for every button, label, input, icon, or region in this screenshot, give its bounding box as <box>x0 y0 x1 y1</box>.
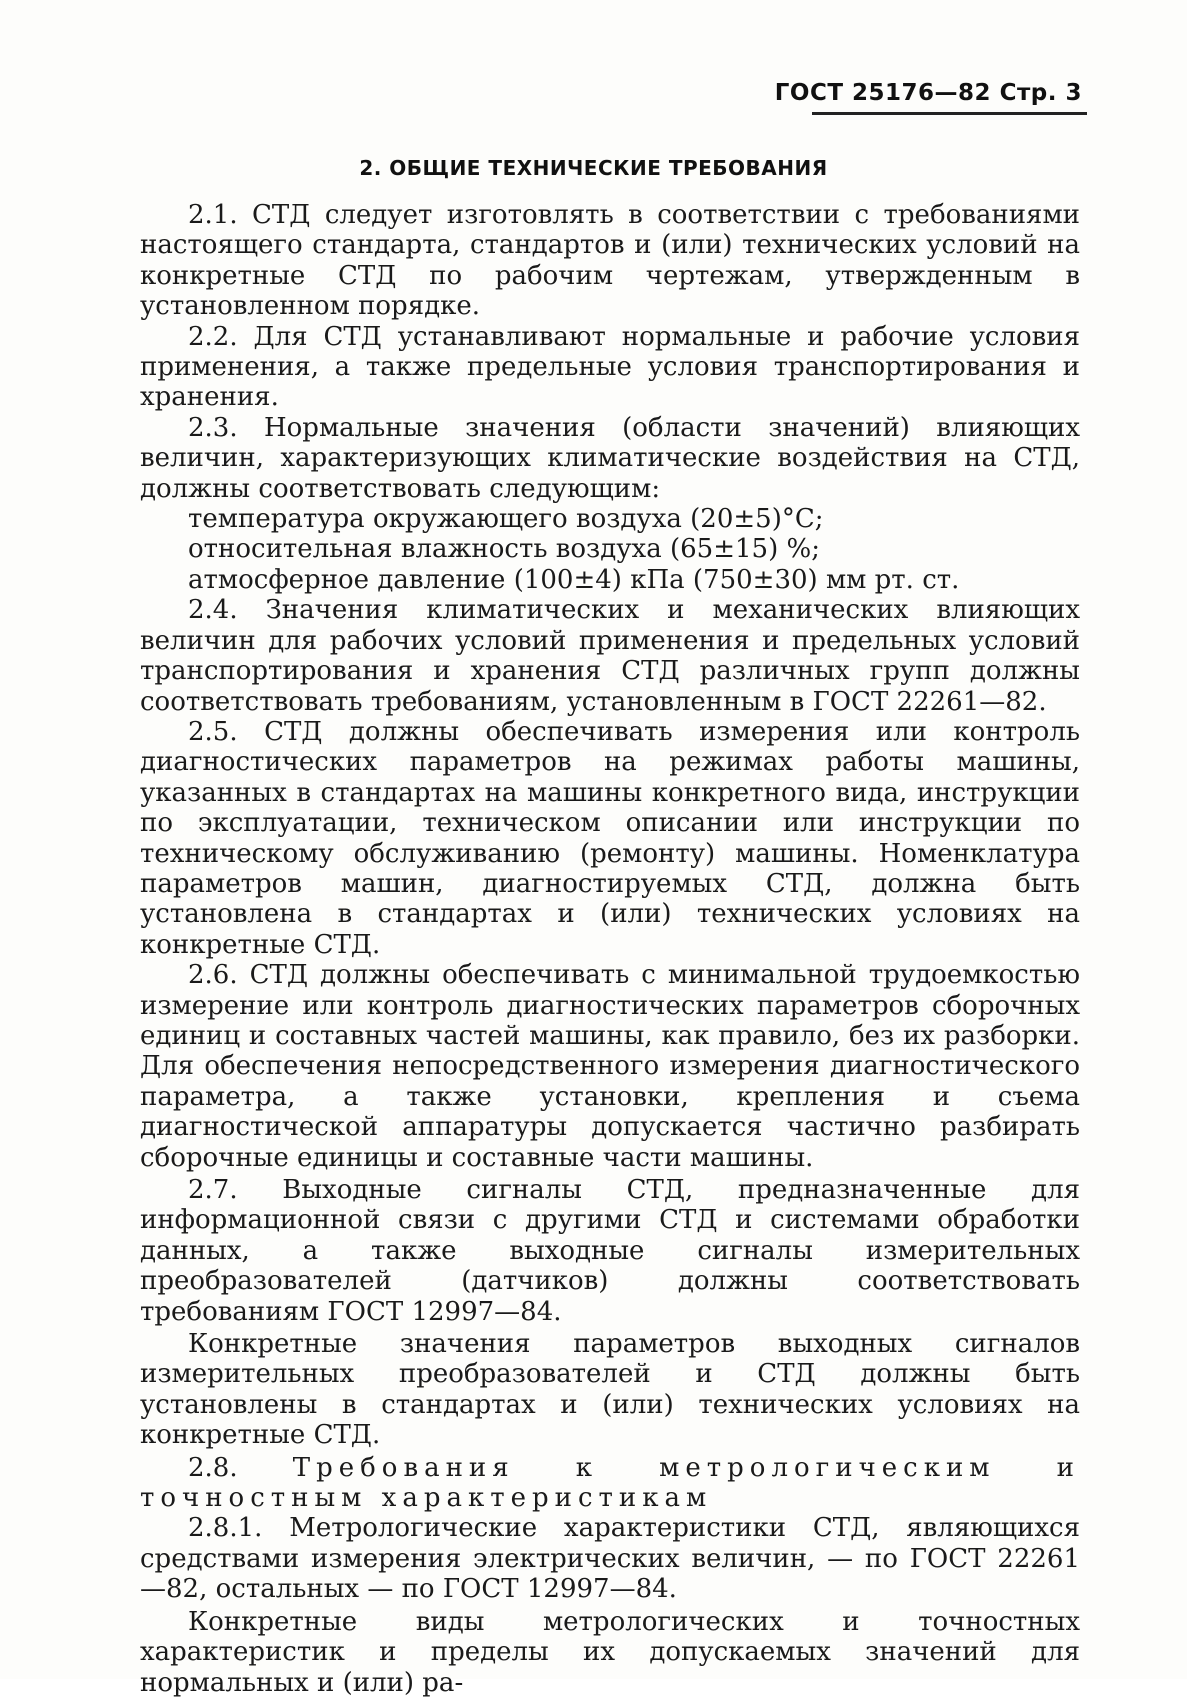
paragraph-2-7-b: Конкретные значения параметров выходных сигналов измерительных преобразователей и СТД должны быть установлены в стандартах и (или) технических условиях на конкретные СТД. <box>140 1329 1080 1451</box>
condition-humidity: относительная влажность воздуха (65±15) %; <box>188 534 820 565</box>
paragraph-2-8-title: Требования к метрологическим и точностным характеристикам <box>140 1452 1080 1514</box>
paragraph-2-6: 2.6. СТД должны обеспечивать с минимальной трудоемкостью измерение или контроль диагностических параметров сборочных единиц и составных частей машины, как правило, без их разборки. Для обеспечения непосредственного измерения диагностического параметра, а также установки, крепления и съема диагностической аппаратуры допускается частично разбирать сборочные единицы и составные части машины. <box>140 960 1080 1173</box>
document-body <box>140 200 1080 1698</box>
paragraph-2-4: 2.4. Значения климатических и механических влияющих величин для рабочих условий применения и предельных условий транспортирования и хранения СТД различных групп должны соответствовать требованиям, установленным в ГОСТ 22261—82. <box>140 595 1080 717</box>
paragraph-2-8 <box>140 1453 1080 1514</box>
paragraph-2-8-1-b: Конкретные виды метрологических и точностных характеристик и пределы их допускаемых значений для нормальных и (или) ра- <box>140 1606 1080 1698</box>
paragraph-2-7: 2.7. Выходные сигналы СТД, предназначенные для информационной связи с другими СТД и системами обработки данных, а также выходные сигналы измерительных преобразователей (датчиков) должны соответствовать требованиям ГОСТ 12997—84. <box>140 1175 1080 1327</box>
condition-temperature: температура окружающего воздуха (20±5)°С; <box>188 504 824 535</box>
paragraph-2-8-number: 2.8. <box>188 1452 238 1483</box>
page-header <box>775 80 1082 106</box>
paragraph-2-1: 2.1. СТД следует изготовлять в соответствии с требованиями настоящего стандарта, стандартов и (или) технических условий на конкретные СТД по рабочим чертежам, утвержденным в установленном порядке. <box>140 200 1080 322</box>
condition-pressure: атмосферное давление (100±4) кПа (750±30) мм рт. ст. <box>188 564 960 595</box>
header-rule <box>812 112 1087 115</box>
section-title: 2. ОБЩИЕ ТЕХНИЧЕСКИЕ ТРЕБОВАНИЯ <box>359 156 828 180</box>
paragraph-2-5: 2.5. СТД должны обеспечивать измерения или контроль диагностических параметров на режимах работы машины, указанных в стандартах на машины конкретного вида, инструкции по эксплуатации, техническом описании или инструкции по техническому обслуживанию (ремонту) машины. Номенклатура параметров машин, диагностируемых СТД, должна быть установлена в стандартах и (или) технических условиях на конкретные СТД. <box>140 716 1080 960</box>
paragraph-2-8-1: 2.8.1. Метрологические характеристики СТД, являющихся средствами измерения электрических величин, — по ГОСТ 22261—82, остальных — по ГОСТ 12997—84. <box>140 1513 1080 1605</box>
header-label: ГОСТ 25176—82 Стр. 3 <box>774 80 1082 106</box>
paragraph-2-2: 2.2. Для СТД устанавливают нормальные и рабочие условия применения, а также предельные условия транспортирования и хранения. <box>140 321 1080 413</box>
paragraph-2-3: 2.3. Нормальные значения (области значений) влияющих величин, характеризующих климатические воздействия на СТД, должны соответствовать следующим: <box>140 412 1080 504</box>
